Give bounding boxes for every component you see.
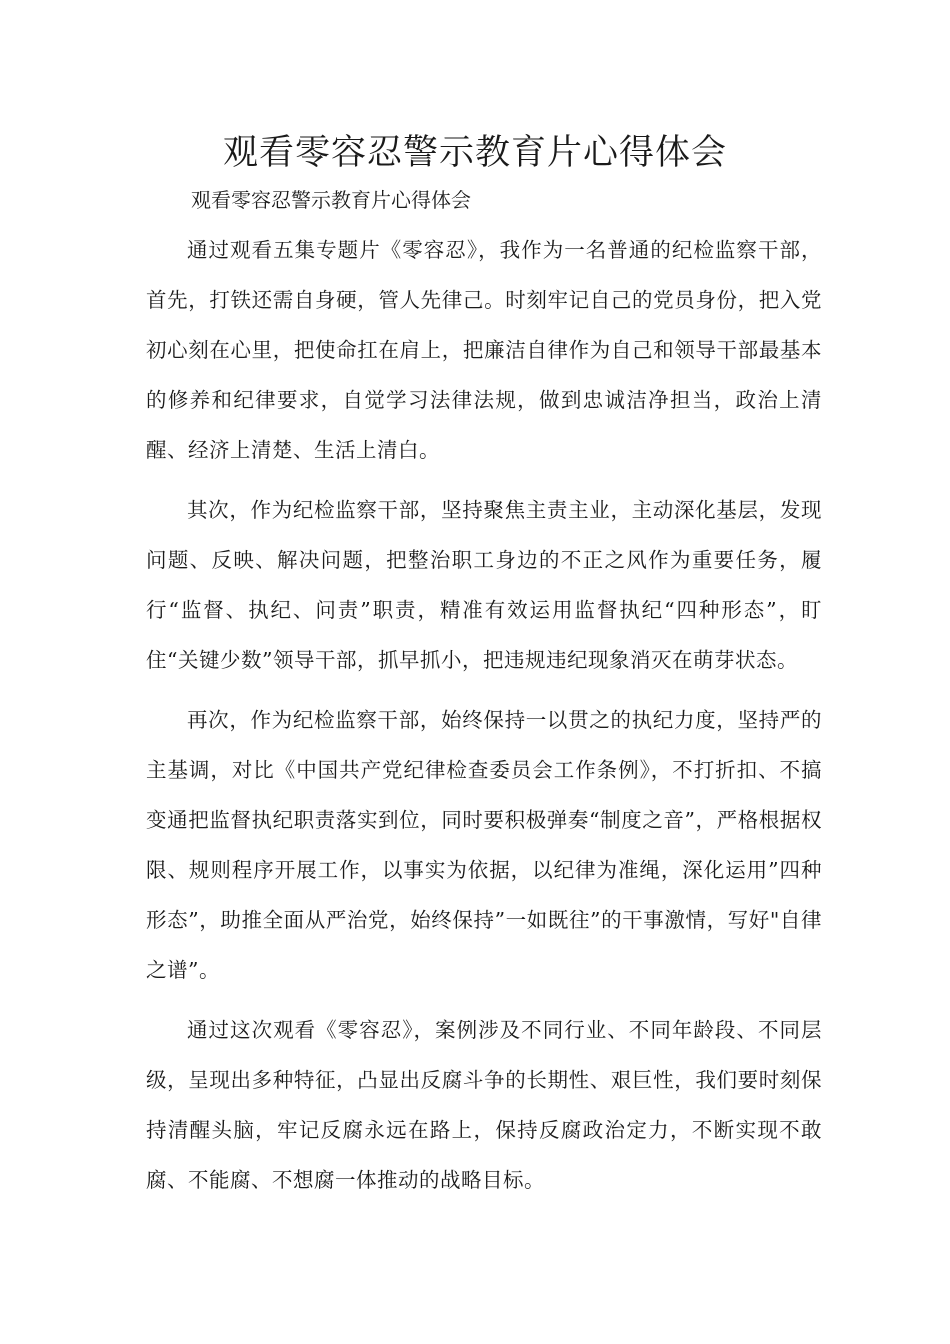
document-subtitle: 观看零容忍警示教育片心得体会 xyxy=(191,188,471,212)
paragraph-3: 再次，作为纪检监察干部，始终保持一以贯之的执纪力度，坚持严的主基调，对比《中国共产党纪律检查委员会工作条例》，不打折扣、不搞变通把监督执纪职责落实到位，同时要积极弹奏“制度之音”，严格根据权限、规则程序开展工作，以事实为依据，以纪律为准绳，深化运用”四种形态”，助推全面从严治党，始终保持”一如既往”的干事激情，写好"自律之谱”。 xyxy=(146,708,822,982)
document-title: 观看零容忍警示教育片心得体会 xyxy=(222,133,727,173)
paragraph-4: 通过这次观看《零容忍》，案例涉及不同行业、不同年龄段、不同层级，呈现出多种特征，凸显出反腐斗争的长期性、艰巨性，我们要时刻保持清醒头脑，牢记反腐永远在路上，保持反腐政治定力，不断实现不敢腐、不能腐、不想腐一体推动的战略目标。 xyxy=(146,1018,822,1192)
paragraph-2: 其次，作为纪检监察干部，坚持聚焦主责主业，主动深化基层，发现问题、反映、解决问题，把整治职工身边的不正之风作为重要任务，履行“监督、执纪、问责”职责，精准有效运用监督执纪“四种形态”，盯住“关键少数”领导干部，抓早抓小，把违规违纪现象消灭在萌芽状态。 xyxy=(146,498,822,672)
document-body xyxy=(146,225,822,1215)
paragraph-1: 通过观看五集专题片《零容忍》，我作为一名普通的纪检监察干部，首先，打铁还需自身硬，管人先律己。时刻牢记自己的党员身份，把入党初心刻在心里，把使命扛在肩上，把廉洁自律作为自己和领导干部最基本的修养和纪律要求，自觉学习法律法规，做到忠诚洁净担当，政治上清醒、经济上清楚、生活上清白。 xyxy=(146,238,822,462)
